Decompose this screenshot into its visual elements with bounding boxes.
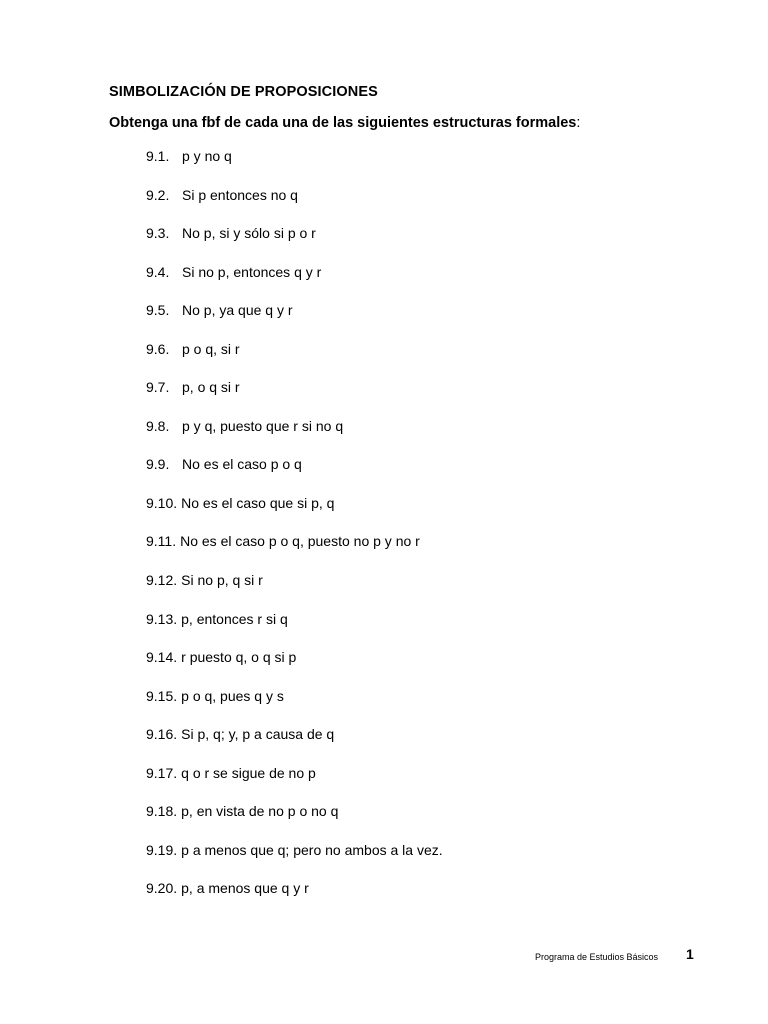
item-text: p, entonces r si q xyxy=(181,610,288,627)
item-number: 9.7. xyxy=(146,379,170,396)
list-item xyxy=(146,223,443,262)
list-item xyxy=(146,416,443,455)
list-item xyxy=(146,763,443,802)
list-item xyxy=(146,493,443,532)
instruction-text: Obtenga una fbf de cada una de las siguientes estructuras formales xyxy=(109,115,577,131)
footer-program: Programa de Estudios Básicos xyxy=(535,952,659,962)
item-text: Si no p, q si r xyxy=(181,572,263,589)
item-number: 9.15. xyxy=(146,687,178,704)
item-number: 9.2. xyxy=(146,186,170,203)
exercise-list xyxy=(146,146,443,917)
item-text: No p, si y sólo si p o r xyxy=(182,225,316,242)
item-text: No p, ya que q y r xyxy=(182,302,293,319)
item-text: p y no q xyxy=(182,148,232,164)
list-item xyxy=(146,531,443,570)
item-number: 9.11. xyxy=(146,533,177,550)
item-number: 9.1. xyxy=(146,148,170,164)
list-item xyxy=(146,300,443,339)
list-item xyxy=(146,724,443,763)
instruction-line xyxy=(109,115,580,131)
item-text: Si no p, entonces q y r xyxy=(182,263,322,280)
item-number: 9.13. xyxy=(146,610,178,627)
item-number: 9.19. xyxy=(146,841,178,858)
item-text: p, a menos que q y r xyxy=(181,880,309,897)
item-number: 9.12. xyxy=(146,572,178,589)
page-number: 1 xyxy=(686,946,694,962)
item-number: 9.5. xyxy=(146,302,170,319)
list-item xyxy=(146,146,443,185)
item-number: 9.9. xyxy=(146,456,170,473)
item-text: p o q, si r xyxy=(182,340,240,357)
item-text: No es el caso que si p, q xyxy=(181,494,335,511)
item-text: p, o q si r xyxy=(182,379,240,396)
list-item xyxy=(146,339,443,378)
list-item xyxy=(146,570,443,609)
item-number: 9.4. xyxy=(146,263,170,280)
item-text: No es el caso p o q, puesto no p y no r xyxy=(180,533,420,550)
item-text: Si p entonces no q xyxy=(182,186,298,203)
item-text: p o q, pues q y s xyxy=(181,687,284,704)
list-item xyxy=(146,377,443,416)
item-text: q o r se sigue de no p xyxy=(181,764,316,781)
item-text: p, en vista de no p o no q xyxy=(181,803,339,820)
list-item xyxy=(146,878,443,917)
item-text: p a menos que q; pero no ambos a la vez. xyxy=(181,841,443,858)
item-number: 9.17. xyxy=(146,764,178,781)
list-item xyxy=(146,262,443,301)
item-number: 9.8. xyxy=(146,417,170,434)
list-item xyxy=(146,185,443,224)
instruction-colon: : xyxy=(576,115,581,131)
item-number: 9.3. xyxy=(146,225,170,242)
list-item xyxy=(146,801,443,840)
item-text: p y q, puesto que r si no q xyxy=(182,417,344,434)
list-item xyxy=(146,686,443,725)
item-number: 9.18. xyxy=(146,803,178,820)
item-number: 9.14. xyxy=(146,649,178,666)
item-text: No es el caso p o q xyxy=(182,456,302,473)
list-item xyxy=(146,454,443,493)
item-number: 9.20. xyxy=(146,880,178,897)
list-item xyxy=(146,609,443,648)
item-number: 9.10. xyxy=(146,494,178,511)
page-title: SIMBOLIZACIÓN DE PROPOSICIONES xyxy=(109,84,378,100)
item-text: r puesto q, o q si p xyxy=(181,649,297,666)
item-text: Si p, q; y, p a causa de q xyxy=(181,726,335,743)
list-item xyxy=(146,840,443,879)
item-number: 9.16. xyxy=(146,726,178,743)
item-number: 9.6. xyxy=(146,340,170,357)
list-item xyxy=(146,647,443,686)
